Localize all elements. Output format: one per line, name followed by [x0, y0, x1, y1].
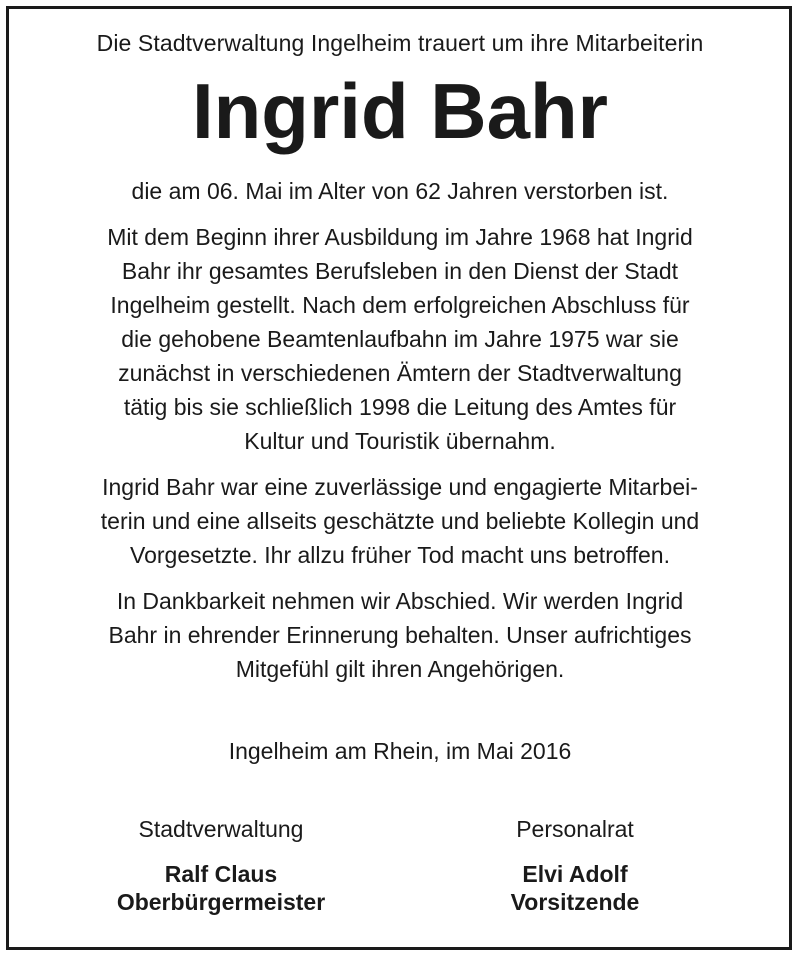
- tribute-line: terin und eine allseits geschätzte und beliebte Kollegin und: [100, 508, 700, 534]
- career-line: Bahr ihr gesamtes Berufsleben in den Dienst der Stadt: [121, 258, 679, 284]
- career-line: Kultur und Touristik übernahm.: [244, 428, 556, 454]
- death-statement: die am 06. Mai im Alter von 62 Jahren verstorben ist.: [131, 178, 669, 204]
- thanks-line: In Dankbarkeit nehmen wir Abschied. Wir werden Ingrid: [116, 588, 684, 614]
- tribute-paragraph: [20, 470, 780, 572]
- signatory-name: Ralf Claus: [164, 861, 278, 887]
- thanks-paragraph: [20, 584, 780, 686]
- deceased-name: Ingrid Bahr: [191, 67, 608, 155]
- career-line: Mit dem Beginn ihrer Ausbildung im Jahre 1968 hat Ingrid: [107, 224, 693, 250]
- tribute-line: Ingrid Bahr war eine zuverlässige und engagierte Mitarbei-: [102, 474, 698, 500]
- signature-block: [0, 812, 800, 922]
- tribute-line: Vorgesetzte. Ihr allzu früher Tod macht uns betroffen.: [130, 542, 670, 568]
- career-paragraph: [20, 220, 780, 458]
- thanks-line: Bahr in ehrender Erinnerung behalten. Unser aufrichtiges: [108, 622, 692, 648]
- obituary-notice: [20, 26, 780, 768]
- intro-line: Die Stadtverwaltung Ingelheim trauert um ihre Mitarbeiterin: [96, 30, 704, 56]
- career-line: zunächst in verschiedenen Ämtern der Stadtverwaltung: [118, 360, 682, 386]
- signature-organization: Stadtverwaltung: [138, 816, 304, 842]
- thanks-line: Mitgefühl gilt ihren Angehörigen.: [235, 656, 565, 682]
- place-and-date: Ingelheim am Rhein, im Mai 2016: [228, 738, 572, 764]
- career-line: Ingelheim gestellt. Nach dem erfolgreichen Abschluss für: [110, 292, 690, 318]
- career-line: die gehobene Beamtenlaufbahn im Jahre 1975 war sie: [121, 326, 679, 352]
- signatory-name: Elvi Adolf: [522, 861, 628, 887]
- career-line: tätig bis sie schließlich 1998 die Leitung des Amtes für: [123, 394, 677, 420]
- signature-staff-council: [450, 812, 700, 916]
- signatory-role: Vorsitzende: [510, 889, 640, 915]
- signature-organization: Personalrat: [516, 816, 634, 842]
- signature-city-administration: [96, 812, 346, 916]
- signatory-role: Oberbürgermeister: [116, 889, 326, 915]
